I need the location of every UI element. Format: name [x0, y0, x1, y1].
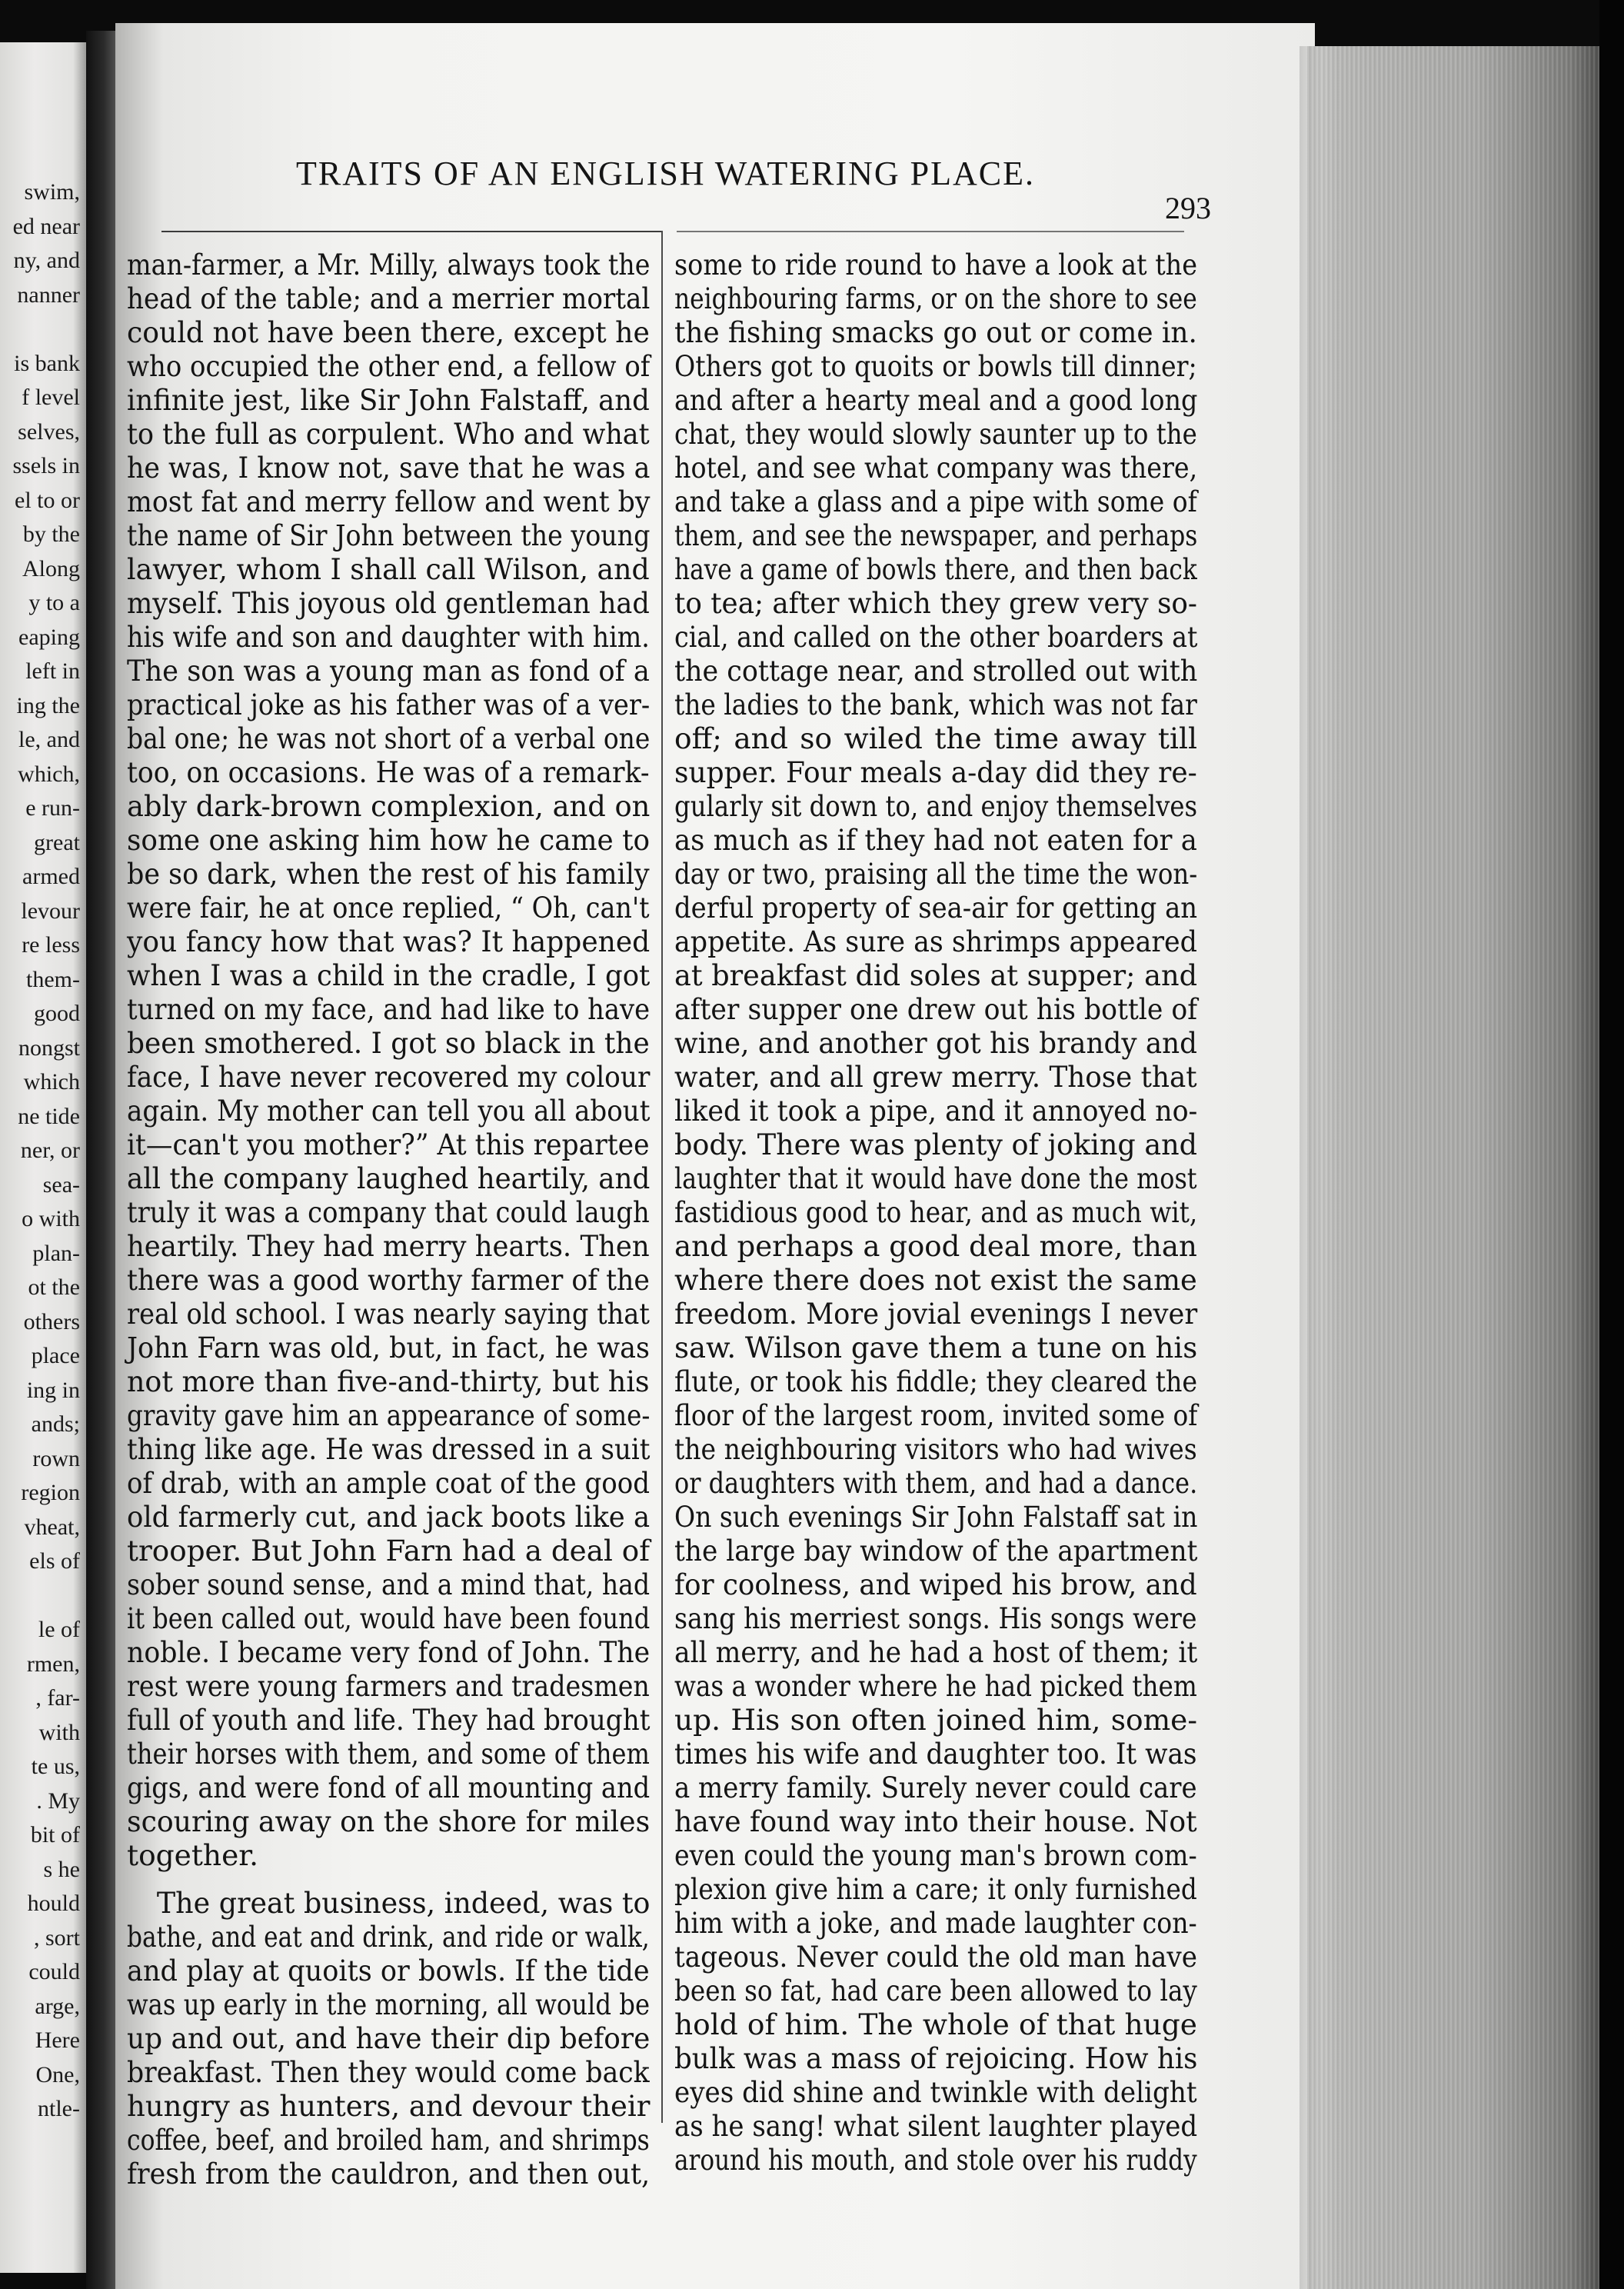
previous-page-text-fragment: e run-: [25, 795, 80, 821]
text-line: and perhaps a good deal more, than: [674, 1229, 1197, 1263]
previous-page-text-fragment: region: [21, 1480, 80, 1505]
text-line: up and out, and have their dip before: [127, 2021, 651, 2055]
previous-page-text-fragment: eaping: [18, 624, 80, 650]
previous-page-text-fragment: y to a: [28, 590, 80, 615]
previous-page-text-fragment: le of: [38, 1617, 80, 1642]
text-line: them, and see the newspaper, and perhaps: [674, 518, 1198, 552]
text-line: was a wonder where he had picked them: [674, 1669, 1197, 1703]
previous-page-text-fragment: el to or: [15, 487, 80, 513]
previous-page-text-fragment: good: [34, 1001, 80, 1026]
previous-page-text-fragment: by the: [22, 521, 80, 547]
previous-page-text-fragment: ne tide: [18, 1103, 80, 1129]
text-line: hold of him. The whole of that huge: [674, 2007, 1197, 2041]
text-line: noble. I became very fond of John. The: [127, 1635, 651, 1669]
text-line: or daughters with them, and had a dance.: [674, 1466, 1198, 1500]
previous-page-text-fragment: left in: [25, 658, 80, 684]
text-line: all the company laughed heartily, and: [127, 1161, 651, 1195]
previous-page-text-fragment: , sort: [34, 1924, 80, 1951]
text-line: eyes did shine and twinkle with delight: [674, 2075, 1197, 2109]
previous-page-text-fragment: ed near: [12, 213, 80, 239]
previous-page-text-fragment: them-: [26, 966, 80, 992]
text-line: some to ride round to have a look at the: [674, 248, 1198, 282]
previous-page-text-fragment: s he: [43, 1856, 80, 1882]
previous-page-text-fragment: arge,: [35, 1993, 80, 2019]
text-line: have a game of bowls there, and then back: [674, 552, 1197, 586]
text-line: the neighbouring visitors who had wives: [674, 1432, 1197, 1466]
text-line: neighbouring farms, or on the shore to see: [674, 282, 1197, 315]
page-number: 293: [1165, 191, 1211, 225]
text-line: again. My mother can tell you all about: [127, 1094, 651, 1128]
previous-page-text-fragment: ner, or: [20, 1138, 80, 1163]
previous-page-text-fragment: Here: [35, 2027, 80, 2053]
text-line: him with a joke, and made laughter con-: [674, 1906, 1197, 1940]
text-line: gularly sit down to, and enjoy themselves: [674, 789, 1198, 823]
text-line: appetite. As sure as shrimps appeared: [674, 925, 1198, 958]
previous-page-text-fragment: could: [28, 1959, 80, 1984]
previous-page-text-fragment: great: [34, 829, 80, 855]
previous-page-text-fragment: nanner: [17, 282, 80, 308]
text-line: heartily. They had merry hearts. Then: [127, 1229, 650, 1263]
previous-page-text-fragment: place: [31, 1343, 80, 1368]
text-line: of drab, with an ample coat of the good: [127, 1466, 650, 1500]
text-line: he was, I know not, save that he was a: [127, 451, 651, 485]
text-line: gigs, and were fond of all mounting and: [127, 1771, 651, 1804]
previous-page-text-fragment: bit of: [30, 1822, 80, 1848]
text-line: bulk was a mass of rejoicing. How his: [674, 2041, 1198, 2075]
previous-page-text-fragment: with: [38, 1719, 80, 1745]
text-line: when I was a child in the cradle, I got: [127, 958, 651, 992]
text-line: where there does not exist the same: [674, 1263, 1197, 1297]
text-line: practical joke as his father was of a ver-: [127, 688, 651, 721]
text-line: at breakfast did soles at supper; and: [674, 958, 1198, 992]
text-line: laughter that it would have done the most: [674, 1161, 1197, 1195]
text-line: old farmerly cut, and jack boots like a: [127, 1500, 651, 1534]
text-line: liked it took a pipe, and it annoyed no-: [674, 1094, 1198, 1128]
text-line: a merry family. Surely never could care: [674, 1771, 1197, 1804]
text-line: as he sang! what silent laughter played: [674, 2109, 1198, 2143]
text-line: water, and all grew merry. Those that: [674, 1060, 1197, 1094]
text-line: head of the table; and a merrier mortal: [127, 282, 651, 315]
text-line: fresh from the cauldron, and then out,: [127, 2157, 651, 2191]
text-line: the cottage near, and strolled out with: [674, 654, 1198, 688]
text-line: bathe, and eat and drink, and ride or walk,: [127, 1920, 650, 1954]
text-line: to the full as corpulent. Who and what: [127, 417, 650, 451]
text-line: man-farmer, a Mr. Milly, always took the: [127, 248, 651, 282]
previous-page-text-fragment: is bank: [14, 350, 80, 376]
previous-page-text-fragment: ntle-: [38, 2096, 80, 2121]
previous-page-text-fragment: others: [23, 1308, 80, 1334]
text-line: too, on occasions. He was of a remark-: [127, 755, 650, 789]
text-line: after supper one drew out his bottle of: [674, 992, 1198, 1026]
text-line: trooper. But John Farn had a deal of: [127, 1534, 650, 1568]
text-line: their horses with them, and some of them: [127, 1737, 650, 1771]
previous-page-text-fragment: swim,: [24, 179, 80, 205]
previous-page-text-fragment: , far-: [35, 1685, 80, 1711]
text-line: who occupied the other end, a fellow of: [127, 349, 651, 383]
paragraph-gap: [127, 1872, 650, 1886]
text-line: saw. Wilson gave them a tune on his: [674, 1331, 1198, 1364]
page-edge-shadow: [1300, 46, 1323, 2289]
previous-page-text-fragment: selves,: [18, 418, 80, 445]
text-line: up. His son often joined him, some-: [674, 1703, 1197, 1737]
previous-page-text-fragment: plan-: [32, 1240, 80, 1266]
text-line: lawyer, whom I shall call Wilson, and: [127, 552, 650, 586]
text-line: face, I have never recovered my colour: [127, 1060, 651, 1094]
text-line: sober sound sense, and a mind that, had: [127, 1568, 651, 1601]
text-line: the name of Sir John between the young: [127, 518, 651, 552]
text-line: thing like age. He was dressed in a suit: [127, 1432, 651, 1466]
text-line: floor of the largest room, invited some of: [674, 1398, 1198, 1432]
previous-page-text-fragment: vheat,: [24, 1514, 80, 1540]
previous-page-text-fragment: els of: [29, 1548, 80, 1574]
page-block-edges: [1307, 46, 1615, 2289]
scan-border-right: [1599, 0, 1624, 2289]
previous-page-text-fragment: Along: [22, 555, 80, 581]
text-line: times his wife and daughter too. It was: [674, 1737, 1197, 1771]
text-line: turned on my face, and had like to have: [127, 992, 651, 1026]
text-line: most fat and merry fellow and went by: [127, 485, 651, 518]
text-line: On such evenings Sir John Falstaff sat in: [674, 1500, 1198, 1534]
header-rule: [677, 231, 1184, 232]
previous-page-text-fragment: which: [23, 1069, 80, 1095]
previous-page-text-fragment: rmen,: [26, 1651, 80, 1677]
previous-page-text-fragment: sea-: [42, 1171, 80, 1198]
text-line: and play at quoits or bowls. If the tide: [127, 1954, 650, 1987]
text-line: day or two, praising all the time the won-: [674, 857, 1198, 891]
text-line: chat, they would slowly saunter up to the: [674, 417, 1197, 451]
text-line: his wife and son and daughter with him.: [127, 620, 650, 654]
previous-page-text-fragment: armed: [22, 864, 80, 889]
previous-page-text-fragment: . My: [36, 1788, 80, 1814]
text-line: breakfast. Then they would come back: [127, 2055, 650, 2089]
column-divider: [661, 231, 663, 2123]
text-line: The great business, indeed, was to: [156, 1886, 651, 1920]
header-rule: [161, 231, 661, 232]
text-line: plexion give him a care; it only furnished: [674, 1872, 1197, 1906]
text-line: and after a hearty meal and a good long: [674, 383, 1198, 417]
text-line: could not have been there, except he: [127, 315, 650, 349]
text-line: full of youth and life. They had brought: [127, 1703, 651, 1737]
running-title: TRAITS OF AN ENGLISH WATERING PLACE.: [296, 155, 1035, 192]
text-line: body. There was plenty of joking and: [674, 1128, 1198, 1161]
text-line: the large bay window of the apartment: [674, 1534, 1198, 1568]
previous-page-text-fragment: ot the: [28, 1274, 80, 1300]
text-line: myself. This joyous old gentleman had: [127, 586, 650, 620]
previous-page-text-fragment: One,: [35, 2061, 80, 2087]
text-line: as much as if they had not eaten for a: [674, 823, 1197, 857]
text-line: been smothered. I got so black in the: [127, 1026, 650, 1060]
previous-page-text-fragment: f level: [22, 385, 80, 410]
text-line: all merry, and he had a host of them; it: [674, 1635, 1198, 1669]
text-line: The son was a young man as fond of a: [127, 654, 650, 688]
text-line: scouring away on the shore for miles: [127, 1804, 651, 1838]
previous-page-text-fragment: o with: [22, 1206, 80, 1231]
text-line: and take a glass and a pipe with some of: [674, 485, 1197, 518]
text-line: supper. Four meals a-day did they re-: [674, 755, 1197, 789]
text-line: ably dark-brown complexion, and on: [127, 789, 651, 823]
previous-page-text-fragment: ny, and: [13, 248, 80, 273]
previous-page-text-fragment: rown: [32, 1445, 80, 1471]
previous-page-edge: [0, 42, 86, 2273]
text-line: derful property of sea-air for getting an: [674, 891, 1198, 925]
text-line: be so dark, when the rest of his family: [127, 857, 650, 891]
previous-page-text-fragment: ing the: [16, 692, 80, 718]
text-line: hotel, and see what company was there,: [674, 451, 1198, 485]
text-line: fastidious good to hear, and as much wit,: [674, 1195, 1198, 1229]
text-line: sang his merriest songs. His songs were: [674, 1601, 1197, 1635]
text-line: to tea; after which they grew very so-: [674, 586, 1197, 620]
left-text-column: [127, 248, 650, 2191]
text-line: freedom. More jovial evenings I never: [674, 1297, 1198, 1331]
previous-page-text-fragment: ssels in: [12, 453, 80, 478]
text-line: not more than five-and-thirty, but his: [127, 1364, 650, 1398]
text-line: there was a good worthy farmer of the: [127, 1263, 650, 1297]
previous-page-text-fragment: le, and: [18, 727, 80, 752]
text-line: you fancy how that was? It happened: [127, 925, 651, 958]
text-line: off; and so wiled the time away till: [674, 721, 1197, 755]
text-line: it—can't you mother?” At this repartee: [127, 1128, 650, 1161]
previous-page-text-fragment: nongst: [18, 1035, 80, 1061]
text-line: wine, and another got his brandy and: [674, 1026, 1198, 1060]
text-line: for coolness, and wiped his brow, and: [674, 1568, 1197, 1601]
previous-page-text-fragment: ing in: [26, 1377, 80, 1403]
text-line: even could the young man's brown com-: [674, 1838, 1197, 1872]
text-line: truly it was a company that could laugh: [127, 1195, 650, 1229]
text-line: gravity gave him an appearance of some-: [127, 1398, 651, 1432]
text-line: have found way into their house. Not: [674, 1804, 1197, 1838]
text-line: some one asking him how he came to: [127, 823, 651, 857]
text-line: John Farn was old, but, in fact, he was: [127, 1331, 650, 1364]
text-line: infinite jest, like Sir John Falstaff, and: [127, 383, 650, 417]
previous-page-text-fragment: te us,: [31, 1754, 80, 1779]
previous-page-text-fragment: levour: [21, 898, 80, 924]
text-line: together.: [127, 1838, 258, 1872]
text-line: around his mouth, and stole over his ruddy: [674, 2143, 1197, 2177]
text-line: Others got to quoits or bowls till dinner;: [674, 349, 1197, 383]
text-line: tageous. Never could the old man have: [674, 1940, 1198, 1974]
previous-page-text-fragment: ands;: [31, 1411, 80, 1437]
previous-page-text-fragment: re less: [22, 932, 80, 958]
text-line: rest were young farmers and tradesmen: [127, 1669, 650, 1703]
text-line: bal one; he was not short of a verbal one: [127, 721, 651, 755]
text-line: been so fat, had care been allowed to lay: [674, 1974, 1197, 2007]
previous-page-text-fragment: which,: [18, 761, 80, 787]
text-line: coffee, beef, and broiled ham, and shrimps: [127, 2123, 650, 2157]
right-text-column: [674, 248, 1197, 2177]
text-line: hungry as hunters, and devour their: [127, 2089, 651, 2123]
text-line: flute, or took his fiddle; they cleared the: [674, 1364, 1198, 1398]
text-line: the fishing smacks go out or come in.: [674, 315, 1197, 349]
text-line: was up early in the morning, all would be: [127, 1987, 651, 2021]
text-line: it been called out, would have been found: [127, 1601, 651, 1635]
text-line: were fair, he at once replied, “ Oh, can't: [127, 891, 650, 925]
previous-page-text-fragment: hould: [27, 1891, 80, 1916]
text-line: cial, and called on the other boarders at: [674, 620, 1198, 654]
text-line: the ladies to the bank, which was not far: [674, 688, 1197, 721]
text-line: real old school. I was nearly saying that: [127, 1297, 650, 1331]
